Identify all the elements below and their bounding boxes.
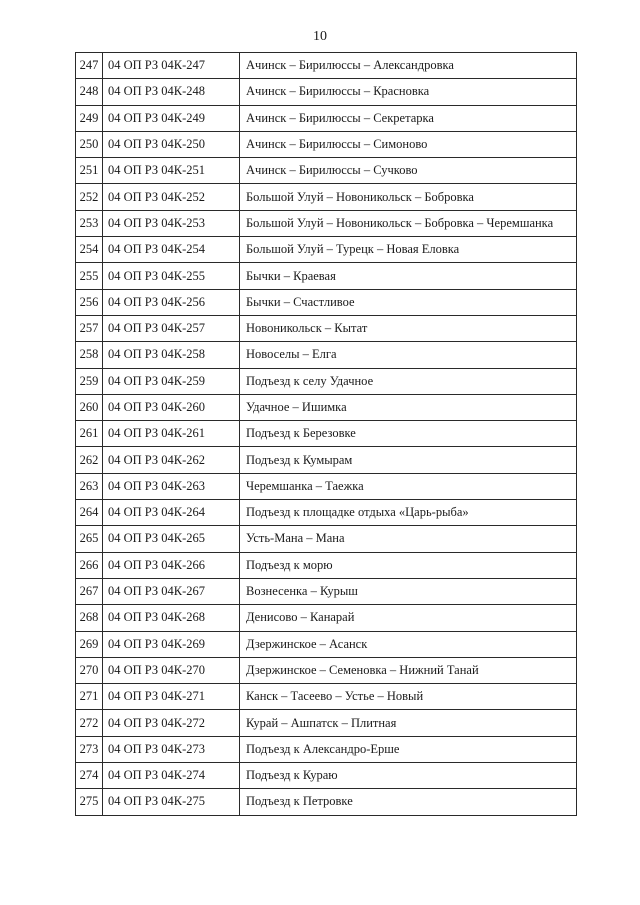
row-number-cell: 248 [76, 79, 103, 105]
table-row [76, 131, 577, 157]
road-name-cell: Денисово – Канарай [240, 605, 577, 631]
table-row [76, 210, 577, 236]
road-name-cell: Ачинск – Бирилюссы – Сучково [240, 158, 577, 184]
road-code-cell: 04 ОП РЗ 04К-252 [103, 184, 240, 210]
row-number-cell: 253 [76, 210, 103, 236]
road-name-cell: Канск – Тасеево – Устье – Новый [240, 684, 577, 710]
road-name-cell: Большой Улуй – Новоникольск – Бобровка – Черемшанка [240, 210, 577, 236]
road-code-cell: 04 ОП РЗ 04К-275 [103, 789, 240, 815]
row-number-cell: 261 [76, 421, 103, 447]
road-code-cell: 04 ОП РЗ 04К-269 [103, 631, 240, 657]
road-code-cell: 04 ОП РЗ 04К-259 [103, 368, 240, 394]
road-code-cell: 04 ОП РЗ 04К-267 [103, 578, 240, 604]
row-number-cell: 265 [76, 526, 103, 552]
table-row [76, 315, 577, 341]
road-name-cell: Новоникольск – Кытат [240, 315, 577, 341]
table-row [76, 394, 577, 420]
road-name-cell: Ачинск – Бирилюссы – Красновка [240, 79, 577, 105]
road-name-cell: Большой Улуй – Новоникольск – Бобровка [240, 184, 577, 210]
row-number-cell: 266 [76, 552, 103, 578]
road-code-cell: 04 ОП РЗ 04К-247 [103, 53, 240, 79]
road-name-cell: Большой Улуй – Турецк – Новая Еловка [240, 237, 577, 263]
table-row [76, 684, 577, 710]
road-code-cell: 04 ОП РЗ 04К-249 [103, 105, 240, 131]
road-name-cell: Подъезд к Петровке [240, 789, 577, 815]
road-code-cell: 04 ОП РЗ 04К-274 [103, 763, 240, 789]
row-number-cell: 267 [76, 578, 103, 604]
table-row [76, 237, 577, 263]
road-name-cell: Дзержинское – Асанск [240, 631, 577, 657]
road-code-cell: 04 ОП РЗ 04К-265 [103, 526, 240, 552]
table-row [76, 263, 577, 289]
road-name-cell: Подъезд к площадке отдыха «Царь-рыба» [240, 500, 577, 526]
table-row [76, 105, 577, 131]
row-number-cell: 270 [76, 657, 103, 683]
road-name-cell: Подъезд к морю [240, 552, 577, 578]
road-code-cell: 04 ОП РЗ 04К-256 [103, 289, 240, 315]
road-code-cell: 04 ОП РЗ 04К-253 [103, 210, 240, 236]
road-code-cell: 04 ОП РЗ 04К-260 [103, 394, 240, 420]
road-name-cell: Бычки – Краевая [240, 263, 577, 289]
table-row [76, 500, 577, 526]
road-code-cell: 04 ОП РЗ 04К-268 [103, 605, 240, 631]
road-name-cell: Подъезд к Кумырам [240, 447, 577, 473]
table-row [76, 158, 577, 184]
table-row [76, 53, 577, 79]
table-row [76, 421, 577, 447]
roads-table [75, 52, 577, 816]
road-code-cell: 04 ОП РЗ 04К-270 [103, 657, 240, 683]
road-name-cell: Курай – Ашпатск – Плитная [240, 710, 577, 736]
row-number-cell: 259 [76, 368, 103, 394]
road-name-cell: Подъезд к Березовке [240, 421, 577, 447]
road-name-cell: Подъезд к Александро-Ерше [240, 736, 577, 762]
table-row [76, 736, 577, 762]
row-number-cell: 274 [76, 763, 103, 789]
road-name-cell: Ачинск – Бирилюссы – Александровка [240, 53, 577, 79]
table-row [76, 789, 577, 815]
table-row [76, 657, 577, 683]
row-number-cell: 269 [76, 631, 103, 657]
table-row [76, 578, 577, 604]
road-name-cell: Подъезд к Кураю [240, 763, 577, 789]
row-number-cell: 272 [76, 710, 103, 736]
road-name-cell: Ачинск – Бирилюссы – Симоново [240, 131, 577, 157]
table-row [76, 526, 577, 552]
road-code-cell: 04 ОП РЗ 04К-272 [103, 710, 240, 736]
road-code-cell: 04 ОП РЗ 04К-257 [103, 315, 240, 341]
row-number-cell: 263 [76, 473, 103, 499]
road-code-cell: 04 ОП РЗ 04К-250 [103, 131, 240, 157]
road-name-cell: Подъезд к селу Удачное [240, 368, 577, 394]
row-number-cell: 262 [76, 447, 103, 473]
table-row [76, 342, 577, 368]
road-code-cell: 04 ОП РЗ 04К-264 [103, 500, 240, 526]
table-row [76, 79, 577, 105]
row-number-cell: 260 [76, 394, 103, 420]
table-row [76, 605, 577, 631]
road-name-cell: Бычки – Счастливое [240, 289, 577, 315]
row-number-cell: 271 [76, 684, 103, 710]
table-row [76, 631, 577, 657]
road-code-cell: 04 ОП РЗ 04К-262 [103, 447, 240, 473]
row-number-cell: 268 [76, 605, 103, 631]
road-code-cell: 04 ОП РЗ 04К-254 [103, 237, 240, 263]
road-code-cell: 04 ОП РЗ 04К-261 [103, 421, 240, 447]
row-number-cell: 247 [76, 53, 103, 79]
row-number-cell: 264 [76, 500, 103, 526]
row-number-cell: 255 [76, 263, 103, 289]
table-row [76, 368, 577, 394]
table-row [76, 763, 577, 789]
row-number-cell: 251 [76, 158, 103, 184]
row-number-cell: 275 [76, 789, 103, 815]
road-code-cell: 04 ОП РЗ 04К-271 [103, 684, 240, 710]
road-code-cell: 04 ОП РЗ 04К-273 [103, 736, 240, 762]
road-name-cell: Усть-Мана – Мана [240, 526, 577, 552]
road-name-cell: Ачинск – Бирилюссы – Секретарка [240, 105, 577, 131]
road-name-cell: Вознесенка – Курыш [240, 578, 577, 604]
road-code-cell: 04 ОП РЗ 04К-258 [103, 342, 240, 368]
row-number-cell: 256 [76, 289, 103, 315]
road-code-cell: 04 ОП РЗ 04К-263 [103, 473, 240, 499]
row-number-cell: 249 [76, 105, 103, 131]
row-number-cell: 258 [76, 342, 103, 368]
road-name-cell: Новоселы – Елга [240, 342, 577, 368]
row-number-cell: 257 [76, 315, 103, 341]
road-code-cell: 04 ОП РЗ 04К-251 [103, 158, 240, 184]
road-name-cell: Удачное – Ишимка [240, 394, 577, 420]
row-number-cell: 254 [76, 237, 103, 263]
table-row [76, 447, 577, 473]
road-code-cell: 04 ОП РЗ 04К-255 [103, 263, 240, 289]
roads-table-body [76, 53, 577, 816]
road-name-cell: Дзержинское – Семеновка – Нижний Танай [240, 657, 577, 683]
table-row [76, 710, 577, 736]
road-code-cell: 04 ОП РЗ 04К-248 [103, 79, 240, 105]
road-code-cell: 04 ОП РЗ 04К-266 [103, 552, 240, 578]
page-number: 10 [313, 29, 327, 44]
row-number-cell: 250 [76, 131, 103, 157]
row-number-cell: 273 [76, 736, 103, 762]
table-row [76, 552, 577, 578]
road-name-cell: Черемшанка – Таежка [240, 473, 577, 499]
row-number-cell: 252 [76, 184, 103, 210]
table-row [76, 184, 577, 210]
table-row [76, 289, 577, 315]
table-row [76, 473, 577, 499]
